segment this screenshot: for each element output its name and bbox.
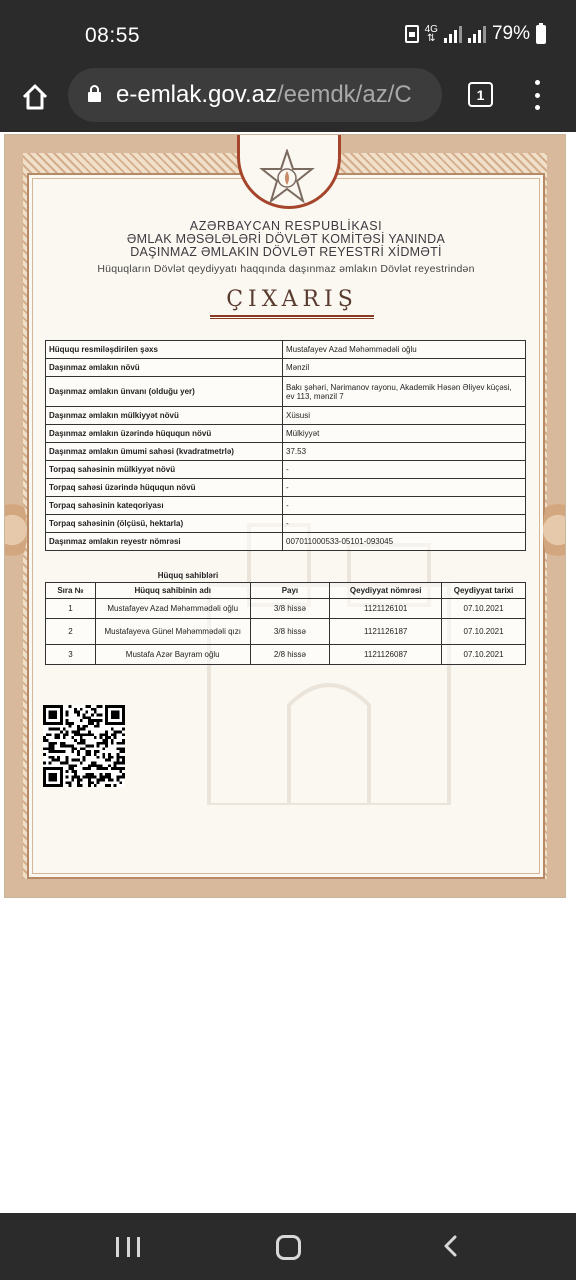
info-value: Mustafayev Azad Məhəmmədəli oğlu xyxy=(283,341,526,359)
url-path: /eemdk/az/C xyxy=(276,81,412,108)
owners-column-header: Qeydiyyat nömrəsi xyxy=(330,583,442,599)
tabs-button[interactable]: 1 xyxy=(468,82,493,107)
data-arrows-icon: ⇅ xyxy=(427,33,436,44)
info-value: Mülkiyyət xyxy=(283,425,526,443)
document-title: ÇIXARIŞ xyxy=(226,287,358,312)
owners-column-header: Sıra № xyxy=(46,583,96,599)
owners-row xyxy=(46,599,526,619)
emblem-icon xyxy=(258,149,316,207)
owners-cell: 1 xyxy=(46,599,96,619)
home-nav-icon[interactable] xyxy=(276,1235,301,1260)
owners-cell: 2/8 hissə xyxy=(250,645,330,665)
info-label: Hüququ resmiləşdirilen şəxs xyxy=(46,341,283,359)
info-label: Daşınmaz əmlakın reyestr nömrəsi xyxy=(46,533,283,551)
owners-cell: 3 xyxy=(46,645,96,665)
recents-icon[interactable] xyxy=(116,1237,140,1257)
owners-cell: 07.10.2021 xyxy=(442,645,526,665)
network-label: 4G xyxy=(424,24,438,35)
header-republic: AZƏRBAYCAN RESPUBLİKASI xyxy=(189,219,383,233)
info-row xyxy=(46,407,526,425)
info-label: Torpaq sahəsinin mülkiyyət növü xyxy=(46,461,283,479)
home-button[interactable] xyxy=(18,80,52,114)
info-label: Daşınmaz əmlakın ümumi sahəsi (kvadratmetrlə) xyxy=(46,443,283,461)
header-committee: ƏMLAK MƏSƏLƏLƏRİ DÖVLƏT KOMİTƏSİ YANINDA xyxy=(126,232,446,246)
sim-icon xyxy=(405,25,419,43)
info-row xyxy=(46,443,526,461)
info-value: 37.53 xyxy=(283,443,526,461)
info-value: - xyxy=(283,479,526,497)
header-subtitle: Hüquqların Dövlət qeydiyyatı haqqında daşınmaz əmlakın Dövlət reyestrindən xyxy=(97,263,475,275)
browser-toolbar xyxy=(0,68,576,132)
lock-icon xyxy=(88,85,101,102)
certificate-document xyxy=(4,134,566,898)
owners-cell: 3/8 hissə xyxy=(250,599,330,619)
property-info-table xyxy=(45,340,526,551)
info-row xyxy=(46,425,526,443)
info-label: Torpaq sahəsinin kateqoriyası xyxy=(46,497,283,515)
info-label: Daşınmaz əmlakın növü xyxy=(46,359,283,377)
certificate-header xyxy=(5,219,566,277)
info-label: Daşınmaz əmlakın ünvanı (olduğu yer) xyxy=(46,377,283,407)
info-value: Mənzil xyxy=(283,359,526,377)
info-row xyxy=(46,533,526,551)
home-icon xyxy=(20,82,50,112)
info-value: Bakı şəhəri, Nərimanov rayonu, Akademik Həsən Əliyev küçəsi, ev 113, mənzil 7 xyxy=(283,377,526,407)
info-value: 007011000533-05101-093045 xyxy=(283,533,526,551)
owners-cell: Mustafa Azər Bayram oğlu xyxy=(95,645,250,665)
status-icons xyxy=(405,23,546,45)
qr-code xyxy=(43,705,125,787)
owners-cell: 3/8 hissə xyxy=(250,619,330,645)
info-value: - xyxy=(283,497,526,515)
owners-title: Hüquq sahibləri xyxy=(157,571,219,580)
owners-column-header: Hüquq sahibinin adı xyxy=(95,583,250,599)
info-value: - xyxy=(283,461,526,479)
network-type xyxy=(425,25,438,43)
battery-percent: 79% xyxy=(491,23,530,44)
owners-table xyxy=(45,582,526,665)
info-row xyxy=(46,515,526,533)
info-row xyxy=(46,377,526,407)
owners-cell: 07.10.2021 xyxy=(442,619,526,645)
url-domain: e-emlak.gov.az xyxy=(116,81,277,108)
owners-cell: 1121126087 xyxy=(330,645,442,665)
info-row xyxy=(46,341,526,359)
owners-cell: 07.10.2021 xyxy=(442,599,526,619)
info-row xyxy=(46,479,526,497)
url-text[interactable] xyxy=(116,81,432,109)
info-row xyxy=(46,497,526,515)
right-ornament xyxy=(543,490,566,570)
info-label: Torpaq sahəsi üzərində hüququn növü xyxy=(46,479,283,497)
info-label: Torpaq sahəsinin (ölçüsü, hektarla) xyxy=(46,515,283,533)
owners-cell: Mustafayev Azad Məhəmmədəli oğlu xyxy=(95,599,250,619)
owners-row xyxy=(46,645,526,665)
more-vert-icon[interactable] xyxy=(528,80,546,110)
owners-cell: Mustafayeva Günel Məhəmmədəli qızı xyxy=(95,619,250,645)
back-icon[interactable] xyxy=(440,1235,462,1257)
title-underline xyxy=(210,315,374,319)
info-value: Xüsusi xyxy=(283,407,526,425)
info-value: - xyxy=(283,515,526,533)
owners-row xyxy=(46,619,526,645)
info-row xyxy=(46,461,526,479)
info-row xyxy=(46,359,526,377)
owners-cell: 1121126101 xyxy=(330,599,442,619)
document-title-box xyxy=(210,285,374,321)
signal-icon xyxy=(444,25,462,43)
owners-column-header: Payı xyxy=(250,583,330,599)
owners-cell: 1121126187 xyxy=(330,619,442,645)
status-time: 08:55 xyxy=(85,24,141,47)
owners-column-header: Qeydiyyat tarixi xyxy=(442,583,526,599)
address-bar[interactable] xyxy=(68,68,442,122)
battery-icon xyxy=(536,25,546,44)
header-service: DAŞINMAZ ƏMLAKIN DÖVLƏT REYESTRİ XİDMƏTİ xyxy=(130,245,442,259)
status-bar xyxy=(0,0,576,68)
system-nav-bar xyxy=(0,1213,576,1280)
signal-icon-2 xyxy=(468,25,486,43)
info-label: Daşınmaz əmlakın üzərində hüququn növü xyxy=(46,425,283,443)
owners-cell: 2 xyxy=(46,619,96,645)
info-label: Daşınmaz əmlakın mülkiyyət növü xyxy=(46,407,283,425)
